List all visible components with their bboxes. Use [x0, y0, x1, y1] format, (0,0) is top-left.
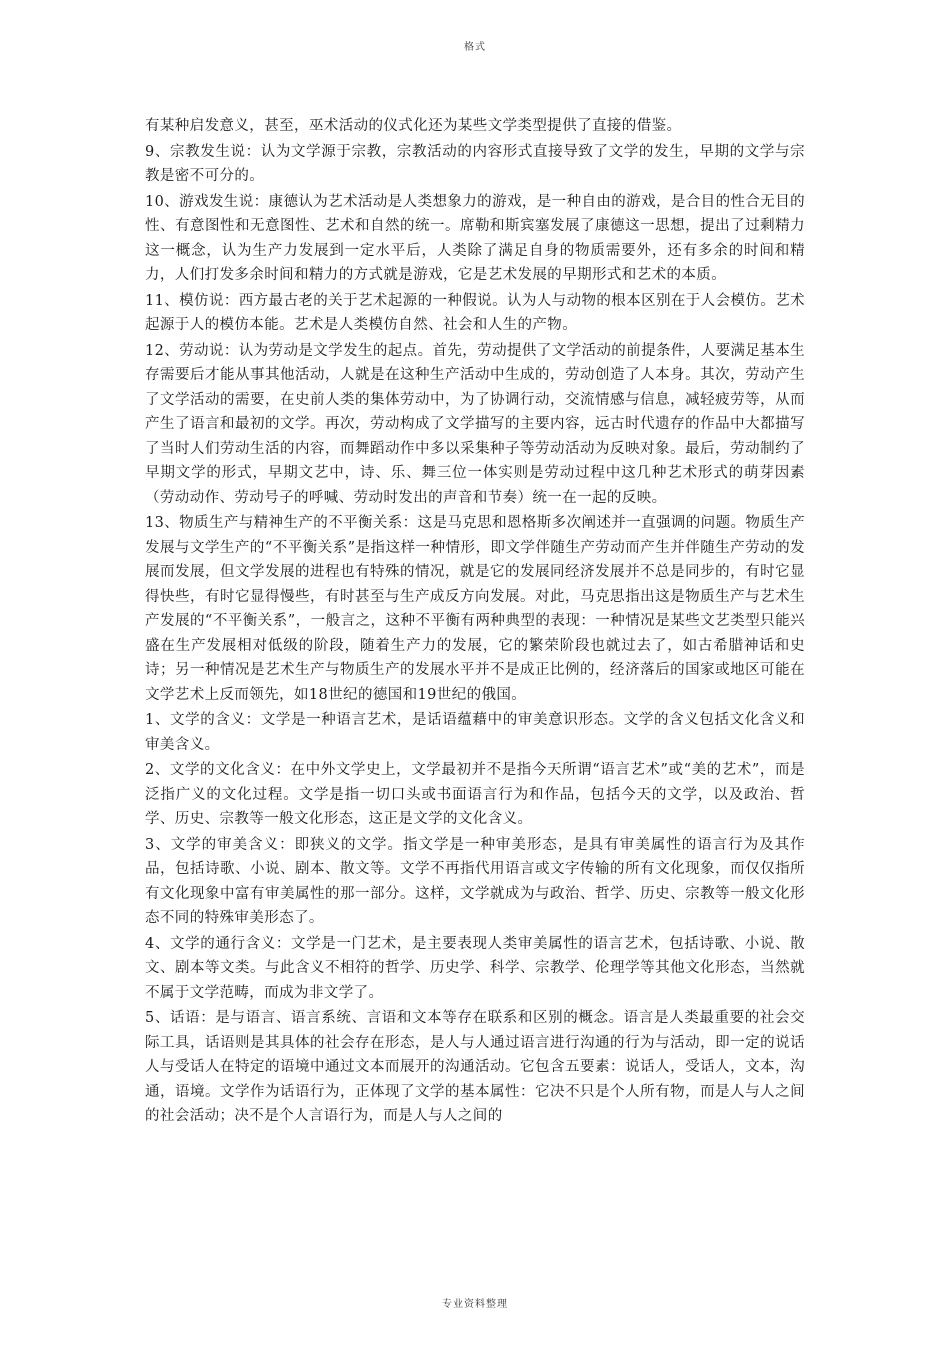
paragraph: 2、文学的文化含义：在中外文学史上，文学最初并不是指今天所谓“语言艺术”或“美的艺术”，而是泛指广义的文化过程。文学是指一切口头或书面语言行为和作品，包括今天的文学，以及政治、哲学、历史、宗教等一般文化形态，这正是文学的文化含义。: [145, 762, 805, 827]
paragraph: 4、文学的通行含义：文学是一门艺术，是主要表现人类审美属性的语言艺术，包括诗歌、小说、散文、剧本等文类。与此含义不相符的哲学、历史学、科学、宗教学、伦理学等其他文化形态，当然就不属于文学范畴，而成为非文学了。: [145, 935, 805, 1001]
paragraph: 12、劳动说：认为劳动是文学发生的起点。首先，劳动提供了文学活动的前提条件，人要满足基本生存需要后才能从事其他活动，人就是在这种生产活动中生成的，劳动创造了人本身。其次，劳动产生了文学活动的需要，在史前人类的集体劳动中，为了协调行动，交流情感与信息，减轻疲劳等，从而产生了语言和最初的文学。再次，劳动构成了文学描写的主要内容，远古时代遗存的作品中大都描写了当时人们劳动生活的内容，而舞蹈动作中多以采集种子等劳动活动为反映对象。最后，劳动制约了早期文学的形式，早期文艺中，诗、乐、舞三位一体实则是劳动过程中这几种艺术形式的萌芽因素（劳动动作、劳动号子的呼喊、劳动时发出的声音和节奏）统一在一起的反映。: [145, 342, 805, 506]
document-body: [145, 114, 805, 1130]
paragraph: 9、宗教发生说：认为文学源于宗教，宗教活动的内容形式直接导致了文学的发生，早期的文学与宗教是密不可分的。: [145, 143, 805, 184]
paragraph: 13、物质生产与精神生产的不平衡关系：这是马克思和恩格斯多次阐述并一直强调的问题。物质生产发展与文学生产的“不平衡关系”是指这样一种情形，即文学伴随生产劳动而产生并伴随生产劳动的发展而发展，但文学发展的进程也有特殊的情况，就是它的发展同经济发展并不总是同步的，有时它显得快些，有时它显得慢些，有时甚至与生产成反方向发展。对此，马克思指出这是物质生产与艺术生产发展的“不平衡关系”，一般言之，这种不平衡有两种典型的表现：一种情况是某些文艺类型只能兴盛在生产发展相对低级的阶段，随着生产力的发展，它的繁荣阶段也就过去了，如古希腊神话和史诗；另一种情况是艺术生产与物质生产的发展水平并不是成正比例的，经济落后的国家或地区可能在文学艺术上反而领先，如18世纪的德国和19世纪的俄国。: [145, 515, 805, 703]
paragraph: 11、模仿说：西方最古老的关于艺术起源的一种假说。认为人与动物的根本区别在于人会模仿。艺术起源于人的模仿本能。艺术是人类模仿自然、社会和人生的产物。: [145, 292, 805, 333]
page-footer: 专业资料整理: [442, 1299, 508, 1310]
paragraph: 有某种启发意义，甚至，巫术活动的仪式化还为某些文学类型提供了直接的借鉴。: [145, 118, 682, 134]
page-header: 格式: [464, 42, 486, 53]
paragraph: 3、文学的审美含义：即狭义的文学。指文学是一种审美形态，是具有审美属性的语言行为及其作品，包括诗歌、小说、剧本、散文等。文学不再指代用语言或文字传输的所有文化现象，而仅仅指所有文化现象中富有审美属性的那一部分。这样，文学就成为与政治、哲学、历史、宗教等一般文化形态不同的特殊审美形态了。: [145, 836, 805, 926]
paragraph: 5、话语：是与语言、语言系统、言语和文本等存在联系和区别的概念。语言是人类最重要的社会交际工具，话语则是其具体的社会存在形态，是人与人通过语言进行沟通的行为与活动，即一定的说话人与受话人在特定的语境中通过文本而展开的沟通活动。它包含五要素：说话人，受话人，文本，沟通，语境。文学作为话语行为，正体现了文学的基本属性：它决不只是个人所有物，而是人与人之间的社会活动；决不是个人言语行为，而是人与人之间的: [145, 1010, 805, 1124]
paragraph: 10、游戏发生说：康德认为艺术活动是人类想象力的游戏，是一种自由的游戏，是合目的性合无目的性、有意图性和无意图性、艺术和自然的统一。席勒和斯宾塞发展了康德这一思想，提出了过剩精力这一概念，认为生产力发展到一定水平后，人类除了满足自身的物质需要外，还有多余的时间和精力，人们打发多余时间和精力的方式就是游戏，它是艺术发展的早期形式和艺术的本质。: [145, 193, 805, 283]
paragraph: 1、文学的含义：文学是一种语言艺术，是话语蕴藉中的审美意识形态。文学的含义包括文化含义和审美含义。: [145, 712, 805, 753]
